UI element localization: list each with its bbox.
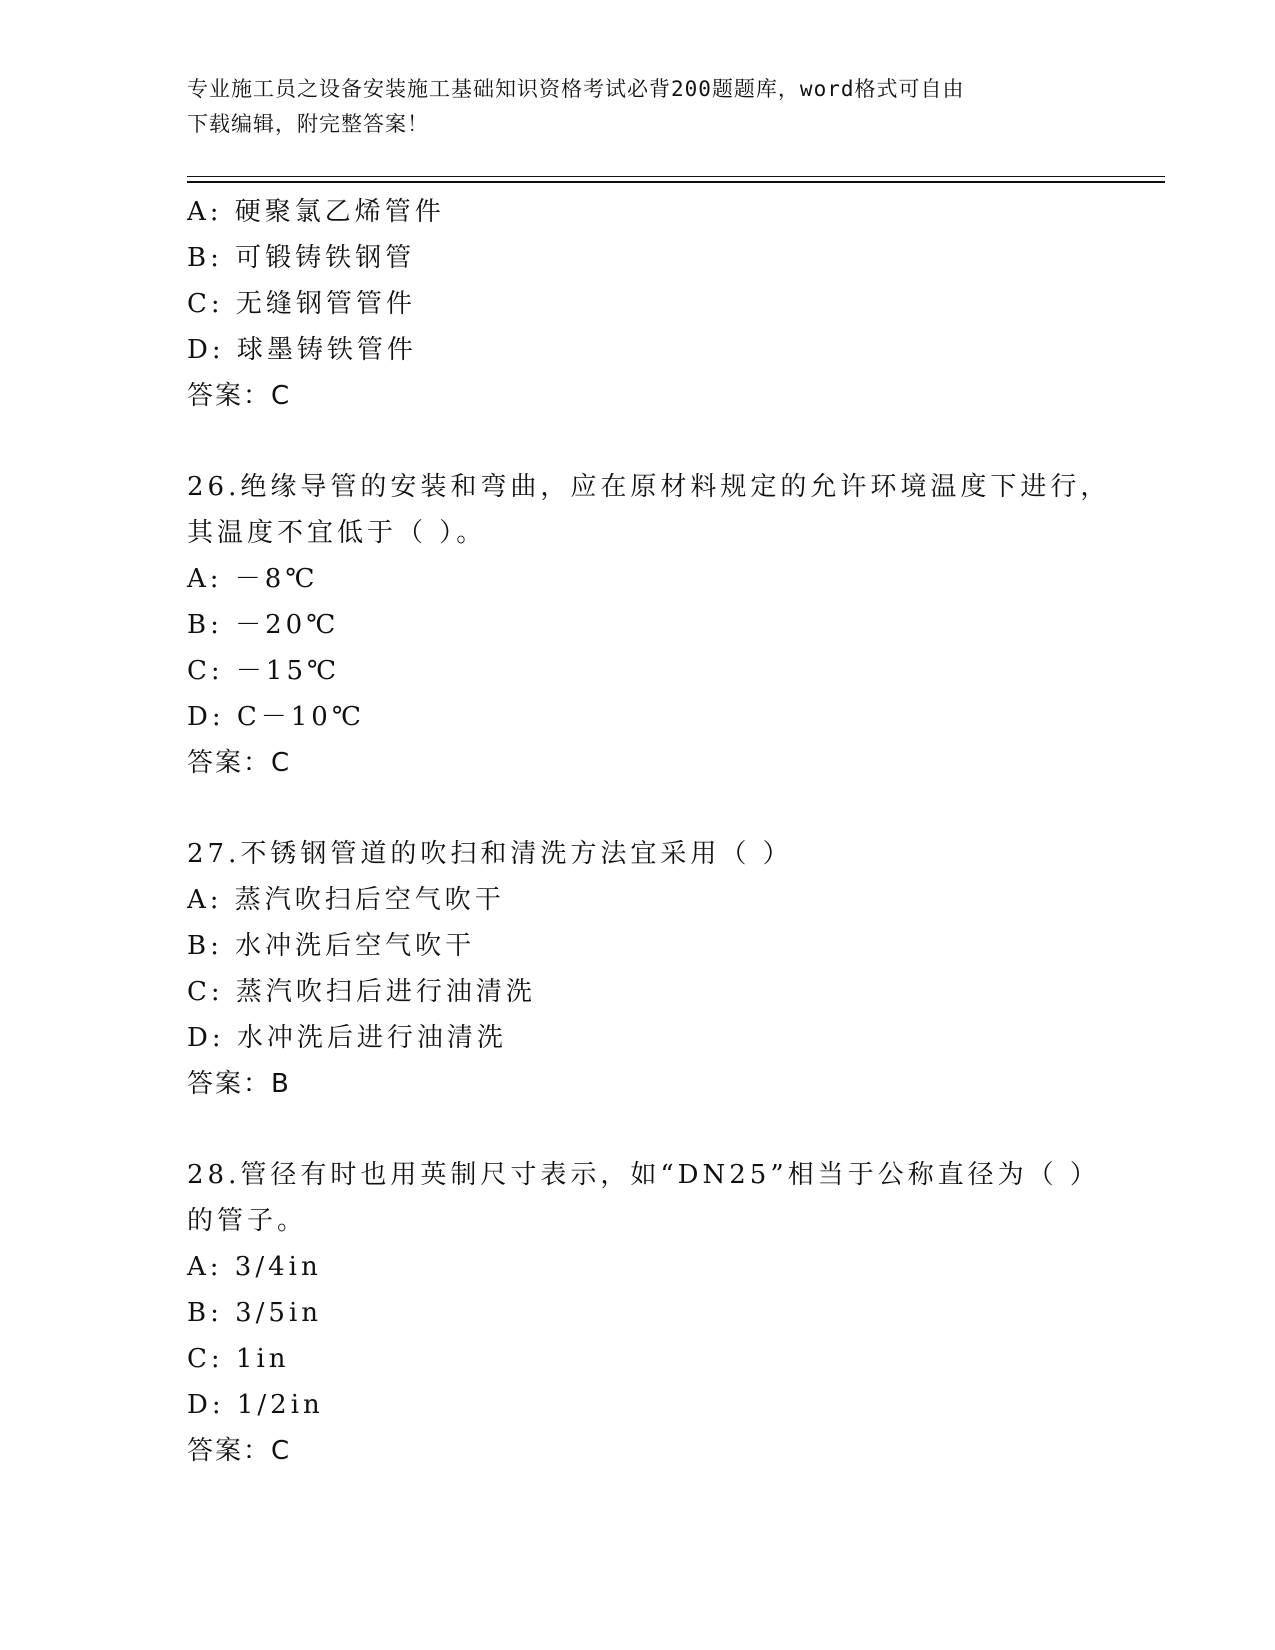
question-27: [187, 831, 1137, 1107]
question-stem-line-2: 的管子。: [187, 1206, 308, 1236]
question-25-partial: [187, 189, 1137, 419]
question-stem-line-1: 27.不锈钢管道的吹扫和清洗方法宜采用（ ）: [187, 839, 793, 869]
option-a: A: －8℃: [187, 564, 319, 594]
header-line-2: 下载编辑，附完整答案！: [187, 112, 429, 136]
answer-line: 答案：C: [187, 748, 292, 778]
header-divider-thick: [187, 181, 1165, 183]
header-line-1: 专业施工员之设备安装施工基础知识资格考试必背200题题库，word格式可自由: [187, 77, 965, 101]
answer-line: 答案：B: [187, 1069, 291, 1099]
option-d: D: 水冲洗后进行油清洗: [187, 1023, 507, 1053]
option-c: C: 无缝钢管管件: [187, 289, 416, 319]
question-stem-line-2: 其温度不宜低于（ ）。: [187, 518, 487, 548]
option-a: A: 硬聚氯乙烯管件: [187, 197, 445, 227]
document-header: [187, 72, 1087, 142]
answer-line: 答案：C: [187, 381, 292, 411]
option-a: A: 3/4in: [187, 1252, 322, 1282]
option-d: D: 球墨铸铁管件: [187, 335, 417, 365]
header-divider-thin: [187, 176, 1165, 177]
option-c: C: 1in: [187, 1344, 290, 1374]
question-stem-line-1: 26.绝缘导管的安装和弯曲，应在原材料规定的允许环境温度下进行，: [187, 472, 1111, 502]
question-list: [187, 189, 1137, 1474]
option-b: B: 3/5in: [187, 1298, 323, 1328]
question-26: [187, 464, 1137, 786]
option-b: B: 水冲洗后空气吹干: [187, 931, 476, 961]
option-a: A: 蒸汽吹扫后空气吹干: [187, 885, 505, 915]
option-b: B: 可锻铸铁钢管: [187, 243, 416, 273]
option-d: D: 1/2in: [187, 1390, 324, 1420]
question-stem-line-1: 28.管径有时也用英制尺寸表示，如“DN25”相当于公称直径为（ ）: [187, 1160, 1100, 1190]
option-c: C: 蒸汽吹扫后进行油清洗: [187, 977, 536, 1007]
answer-line: 答案：C: [187, 1436, 292, 1466]
option-d: D: C－10℃: [187, 702, 365, 732]
option-c: C: －15℃: [187, 656, 341, 686]
question-28: [187, 1152, 1137, 1474]
option-b: B: －20℃: [187, 610, 340, 640]
